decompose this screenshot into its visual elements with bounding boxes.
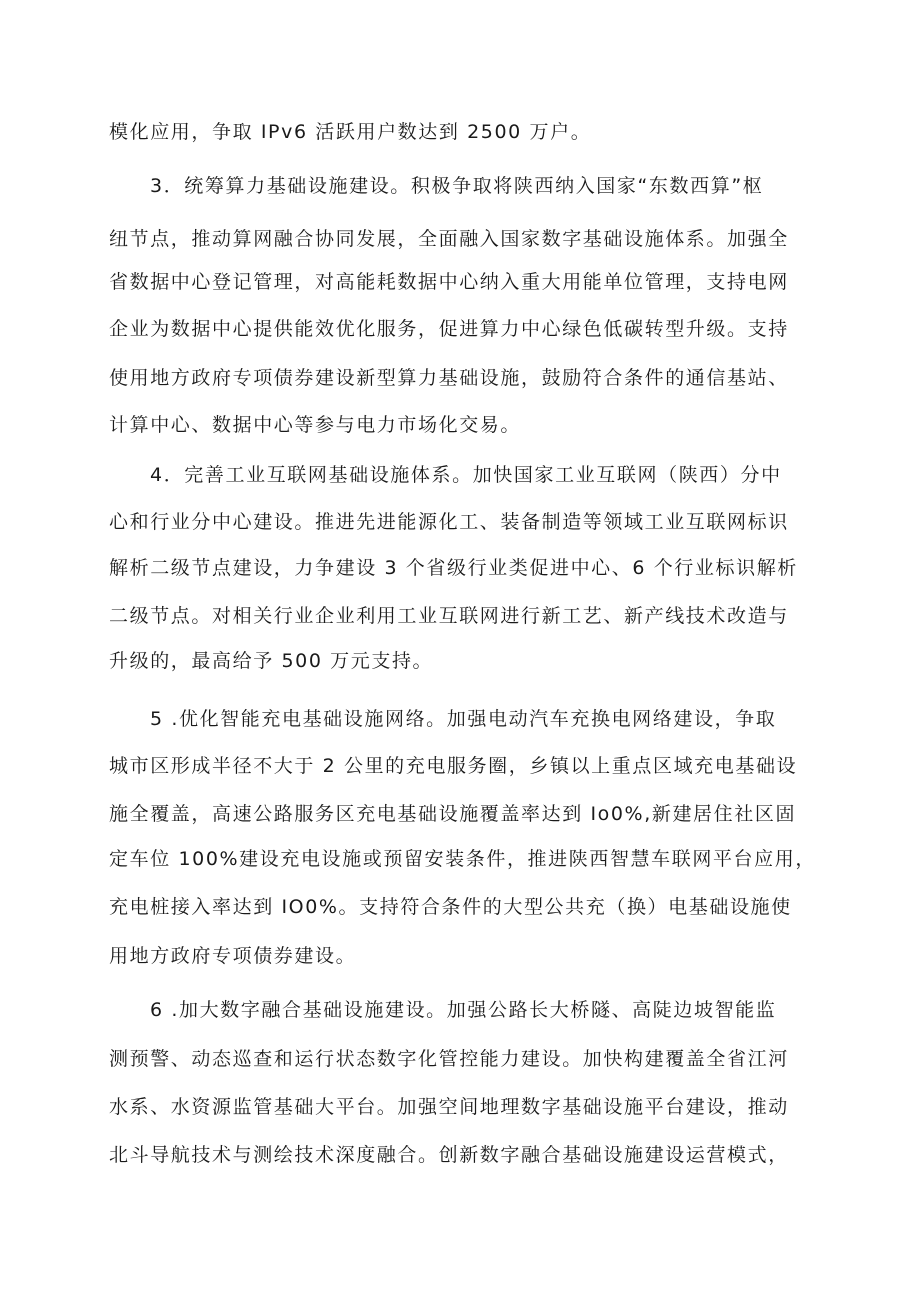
text-line: 城市区形成半径不大于 2 公里的充电服务圈，乡镇以上重点区域充电基础设 [109,755,798,777]
text-line: 水系、水资源监管基础大平台。加强空间地理数字基础设施平台建设，推动 [109,1096,789,1118]
text-line: 企业为数据中心提供能效优化服务，促进算力中心绿色低碳转型升级。支持 [109,318,789,340]
text-line: 定车位 100%建设充电设施或预留安装条件，推进陕西智慧车联网平台应用， [109,848,816,870]
paragraph-3-heading-line: 3．统筹算力基础设施建设。积极争取将陕西纳入国家“东数西算”枢 [150,175,764,197]
text-line: 施全覆盖，高速公路服务区充电基础设施覆盖率达到 Io0%,新建居住社区固 [109,803,797,825]
text-line: 升级的，最高给予 500 万元支持。 [109,650,434,672]
text-line: 充电桩接入率达到 IO0%。支持符合条件的大型公共充（换）电基础设施使 [109,896,792,918]
text-line: 二级节点。对相关行业企业利用工业互联网进行新工艺、新产线技术改造与 [109,605,789,627]
paragraph-6-heading-line: 6 .加大数字融合基础设施建设。加强公路长大桥隧、高陡边坡智能监 [150,999,777,1021]
text-line: 用地方政府专项债券建设。 [109,945,357,967]
text-line: 北斗导航技术与测绘技术深度融合。创新数字融合基础设施建设运营模式， [109,1144,789,1166]
text-line: 使用地方政府专项债券建设新型算力基础设施，鼓励符合条件的通信基站、 [109,367,789,389]
text-line: 测预警、动态巡查和运行状态数字化管控能力建设。加快构建覆盖全省江河 [109,1048,789,1070]
text-line: 纽节点，推动算网融合协同发展，全面融入国家数字基础设施体系。加强全 [109,228,789,250]
text-line: 计算中心、数据中心等参与电力市场化交易。 [109,414,522,436]
text-line: 模化应用，争取 IPv6 活跃用户数达到 2500 万户。 [109,121,592,143]
paragraph-4-heading-line: 4．完善工业互联网基础设施体系。加快国家工业互联网（陕西）分中 [150,464,782,486]
text-line: 省数据中心登记管理，对高能耗数据中心纳入重大用能单位管理，支持电网 [109,271,789,293]
text-line: 解析二级节点建设，力争建设 3 个省级行业类促进中心、6 个行业标识解析 [109,557,798,579]
paragraph-5-heading-line: 5 .优化智能充电基础设施网络。加强电动汽车充换电网络建设，争取 [150,708,777,730]
text-line: 心和行业分中心建设。推进先进能源化工、装备制造等领域工业互联网标识 [109,511,789,533]
